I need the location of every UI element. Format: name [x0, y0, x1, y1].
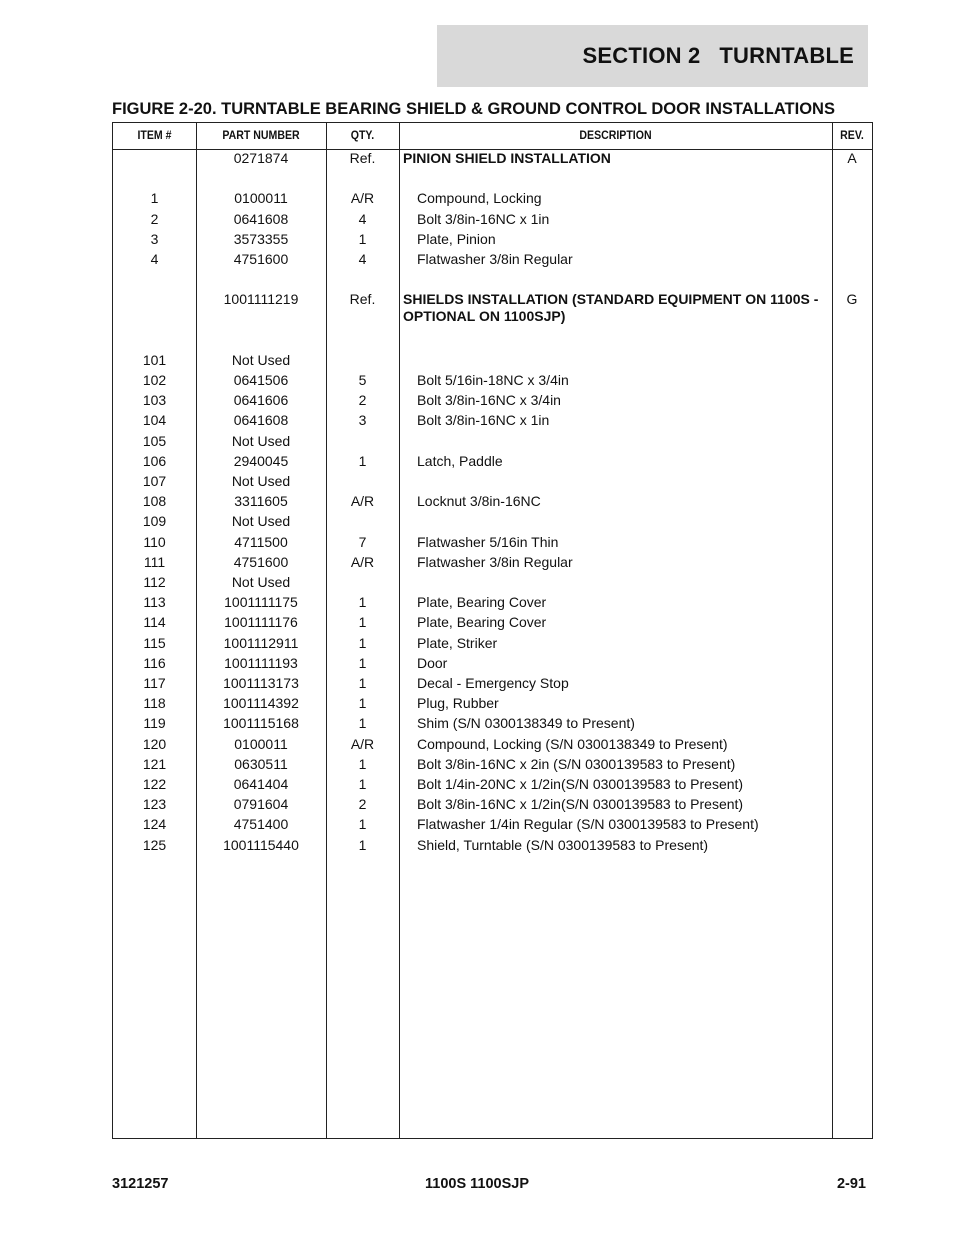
part-number: 0641608 [233, 210, 289, 227]
item-number: 117 [143, 675, 166, 691]
description: Decal - Emergency Stop [417, 675, 569, 691]
part-number: Not Used [231, 513, 291, 530]
description: Bolt 1/4in-20NC x 1/2in(S/N 0300139583 to Present) [417, 776, 744, 792]
item-number: 115 [143, 634, 166, 651]
item-number: 108 [142, 493, 167, 510]
part-number: 0791604 [233, 796, 289, 813]
figure-title: FIGURE 2-20. TURNTABLE BEARING SHIELD & GROUND CONTROL DOOR INSTALLATIONS [112, 100, 835, 118]
item-number: 119 [143, 715, 166, 732]
quantity: 1 [358, 230, 367, 247]
description: Bolt 3/8in-16NC x 1/2in(S/N 0300139583 to Present) [417, 796, 744, 813]
part-number: 1001111176 [224, 614, 298, 631]
quantity: 1 [358, 816, 367, 833]
description: Flatwasher 3/8in Regular [417, 553, 573, 570]
item-number: 123 [142, 796, 167, 813]
description: PINION SHIELD INSTALLATION [403, 150, 611, 166]
footer-page-number: 2-91 [836, 1176, 866, 1192]
item-number: 107 [142, 473, 167, 489]
description: Plate, Bearing Cover [417, 594, 547, 611]
quantity: 2 [358, 796, 367, 813]
header-description: DESCRIPTION [579, 128, 652, 142]
column-divider [832, 123, 833, 1138]
description: Bolt 3/8in-16NC x 3/4in [417, 392, 561, 409]
part-number: Not Used [231, 351, 291, 368]
item-number: 120 [142, 735, 167, 752]
description: Bolt 3/8in-16NC x 1in [417, 210, 550, 227]
item-number: 116 [143, 654, 166, 671]
section-title: SECTION 2 TURNTABLE [582, 43, 854, 68]
description: Bolt 3/8in-16NC x 1in [417, 412, 550, 429]
part-number: 0271874 [233, 150, 289, 166]
item-number: 105 [142, 432, 167, 449]
item-number: 106 [142, 452, 167, 469]
quantity: A/R [350, 190, 375, 207]
quantity: 3 [358, 412, 367, 429]
item-number: 122 [142, 776, 167, 792]
header-item: ITEM # [137, 128, 172, 142]
description: Compound, Locking [417, 190, 542, 207]
quantity: A/R [350, 553, 375, 570]
item-number: 124 [142, 816, 167, 833]
quantity: 1 [358, 776, 367, 792]
item-number: 112 [143, 574, 166, 590]
item-number: 103 [142, 392, 167, 409]
part-number: Not Used [231, 574, 291, 590]
revision: A [847, 150, 857, 166]
quantity: 2 [358, 392, 367, 409]
part-number: 4711500 [234, 533, 288, 550]
part-number: 0630511 [234, 755, 288, 772]
part-number: 1001112911 [223, 634, 299, 651]
quantity: 5 [358, 372, 367, 388]
item-number: 110 [143, 533, 166, 550]
quantity: 1 [358, 755, 367, 772]
part-number: 3573355 [233, 230, 289, 247]
part-number: 1001111193 [224, 654, 298, 671]
header-qty: QTY. [350, 128, 375, 142]
quantity: 4 [358, 251, 367, 267]
part-number: 0100011 [234, 735, 288, 752]
description: Flatwasher 5/16in Thin [417, 533, 559, 550]
part-number: Not Used [231, 473, 291, 489]
description: Plate, Striker [417, 634, 498, 651]
item-number: 102 [142, 372, 167, 388]
part-number: 1001115168 [223, 715, 299, 732]
part-number: 0641506 [233, 372, 289, 388]
description: Door [417, 654, 448, 671]
quantity: 1 [358, 675, 367, 691]
quantity: 1 [358, 695, 367, 712]
part-number: 1001113173 [223, 675, 299, 691]
quantity: A/R [350, 493, 375, 510]
quantity: A/R [350, 735, 375, 752]
part-number: 1001114392 [223, 695, 299, 712]
description: Plug, Rubber [417, 695, 499, 712]
part-number: 0100011 [234, 190, 288, 207]
quantity: 1 [358, 715, 367, 732]
quantity: 1 [358, 594, 367, 611]
table-header [113, 123, 872, 150]
item-number: 125 [142, 836, 167, 853]
item-number: 114 [143, 614, 166, 631]
item-number: 1 [150, 190, 159, 207]
item-number: 101 [142, 351, 167, 368]
quantity: Ref. [349, 150, 376, 166]
item-number: 3 [150, 230, 159, 247]
item-number: 113 [143, 594, 166, 611]
description: Compound, Locking (S/N 0300138349 to Present) [417, 735, 728, 752]
description: Latch, Paddle [417, 452, 503, 469]
description: SHIELDS INSTALLATION (STANDARD EQUIPMENT ON 1100S - OPTIONAL ON 1100SJP) [403, 291, 819, 325]
header-part-number: PART NUMBER [222, 128, 300, 142]
section-banner [437, 25, 868, 87]
description: Flatwasher 3/8in Regular [417, 251, 573, 267]
part-number: 1001111219 [223, 291, 299, 308]
description: Locknut 3/8in-16NC [417, 493, 541, 510]
part-number: 0641606 [233, 392, 289, 409]
part-number: 3311605 [234, 493, 288, 510]
description: Shim (S/N 0300138349 to Present) [417, 715, 635, 732]
description: Bolt 3/8in-16NC x 2in (S/N 0300139583 to Present) [417, 755, 736, 772]
item-number: 121 [142, 755, 167, 772]
parts-table [112, 122, 873, 1139]
part-number: 2940045 [233, 452, 289, 469]
footer-model: 1100S 1100SJP [424, 1176, 530, 1192]
header-rev: REV. [840, 128, 864, 142]
part-number: Not Used [231, 432, 291, 449]
item-number: 111 [143, 553, 166, 570]
part-number: 4751600 [233, 553, 289, 570]
description: Plate, Bearing Cover [417, 614, 547, 631]
quantity: 7 [358, 533, 367, 550]
quantity: 1 [358, 614, 367, 631]
description: Flatwasher 1/4in Regular (S/N 0300139583 to Present) [417, 816, 759, 833]
quantity: 1 [358, 634, 367, 651]
footer-doc-number: 3121257 [112, 1176, 169, 1192]
item-number: 104 [142, 412, 167, 429]
description: Bolt 5/16in-18NC x 3/4in [417, 372, 569, 388]
quantity: 1 [358, 836, 367, 853]
item-number: 2 [150, 210, 159, 227]
part-number: 4751400 [233, 816, 289, 833]
item-number: 4 [150, 251, 159, 267]
description: Shield, Turntable (S/N 0300139583 to Present) [417, 836, 709, 853]
item-number: 118 [143, 695, 166, 712]
quantity: Ref. [349, 291, 376, 308]
part-number: 4751600 [233, 251, 289, 267]
item-number: 109 [142, 513, 167, 530]
quantity: 1 [358, 452, 367, 469]
description: Plate, Pinion [417, 230, 496, 247]
part-number: 0641404 [233, 776, 289, 792]
part-number: 1001115440 [223, 836, 299, 853]
quantity: 4 [358, 210, 367, 227]
quantity: 1 [358, 654, 367, 671]
revision: G [846, 291, 858, 308]
part-number: 0641608 [233, 412, 289, 429]
part-number: 1001111175 [224, 594, 298, 611]
